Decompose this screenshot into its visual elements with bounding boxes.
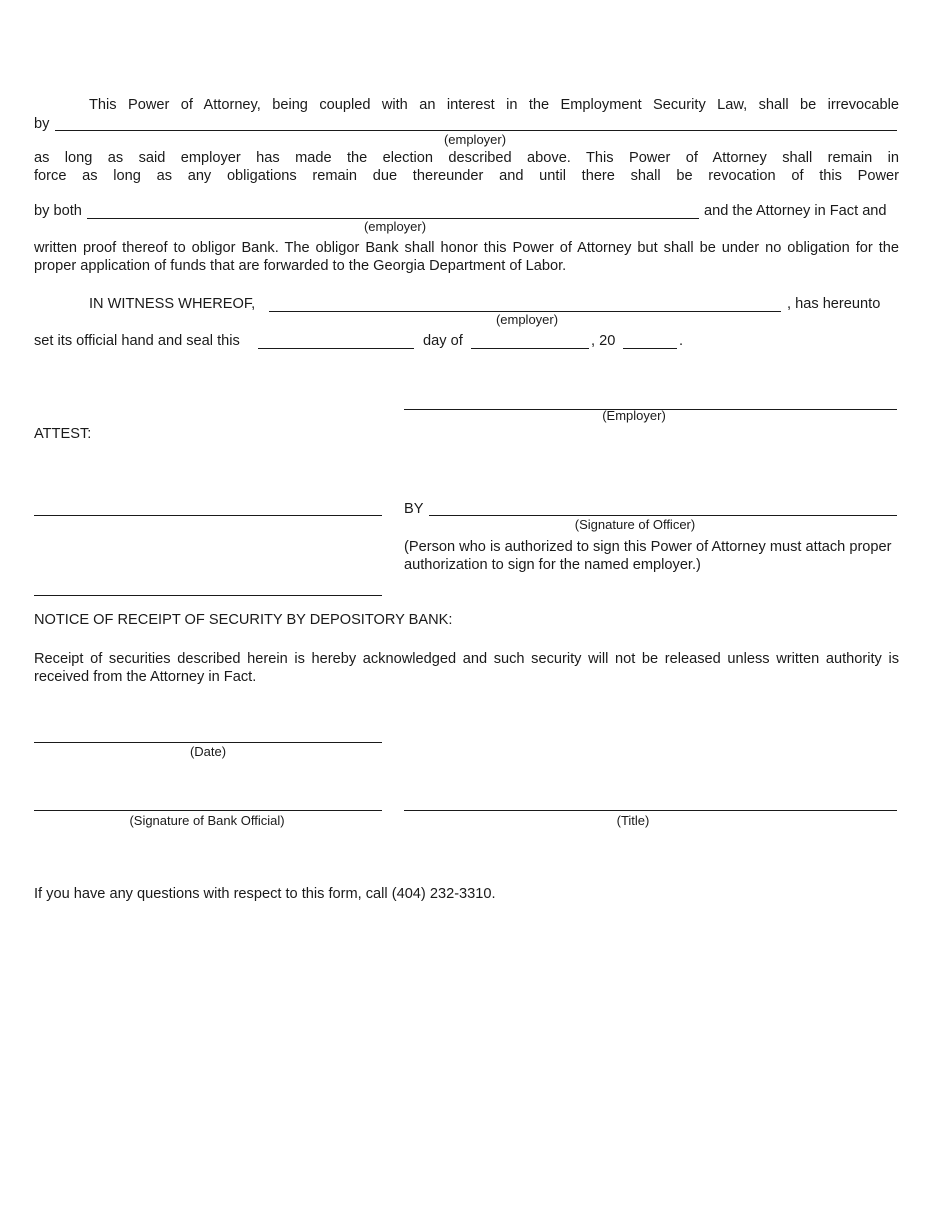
attest-second-line[interactable] — [34, 595, 382, 596]
title-caption: (Title) — [616, 813, 650, 828]
attest-signature-line[interactable] — [34, 515, 382, 516]
p2-employer-caption: (employer) — [363, 219, 427, 234]
seal-day-line[interactable] — [258, 348, 414, 349]
officer-signature-caption: (Signature of Officer) — [574, 517, 696, 532]
p1-first-line: This Power of Attorney, being coupled with an interest in the Employment Security Law, shall be irrevocable — [89, 97, 899, 113]
bank-official-signature-line[interactable] — [34, 810, 382, 811]
year-prefix: , 20 — [591, 333, 616, 349]
title-line[interactable] — [404, 810, 897, 811]
by-label: BY — [404, 501, 424, 517]
seal-period: . — [679, 333, 684, 349]
day-of-label: day of — [423, 333, 463, 349]
seal-month-line[interactable] — [471, 348, 589, 349]
witness-employer-caption: (employer) — [495, 312, 559, 327]
notice-body: Receipt of securities described herein is hereby acknowledged and such security will not be released unless written authority is received from the Attorney in Fact. — [34, 651, 899, 685]
p2-tail: and the Attorney in Fact and — [704, 203, 887, 219]
notice-heading: NOTICE OF RECEIPT OF SECURITY BY DEPOSITORY BANK: — [34, 612, 453, 628]
witness-tail: , has hereunto — [787, 296, 881, 312]
witness-lead: IN WITNESS WHEREOF, — [89, 296, 256, 312]
p1-employer-line[interactable] — [55, 130, 897, 131]
seal-text: set its official hand and seal this — [34, 333, 240, 349]
p1-line2: as long as said employer has made the election described above. This Power of Attorney shall remain in — [34, 150, 899, 166]
p2-body: written proof thereof to obligor Bank. The obligor Bank shall honor this Power of Attorney but shall be under no obligation for the proper application of funds that are forwarded to the Georgia Department of Labor. — [34, 240, 899, 274]
officer-note: (Person who is authorized to sign this Power of Attorney must attach proper authorization to sign for the named employer.) — [404, 539, 892, 573]
seal-year-line[interactable] — [623, 348, 677, 349]
attest-label: ATTEST: — [34, 426, 92, 442]
p2-by-both-label: by both — [34, 203, 82, 219]
bank-official-caption: (Signature of Bank Official) — [129, 813, 285, 828]
p1-line3: force as long as any obligations remain due thereunder and until there shall be revocation of this Power — [34, 168, 899, 184]
date-line[interactable] — [34, 742, 382, 743]
officer-signature-line[interactable] — [429, 515, 897, 516]
p1-employer-caption: (employer) — [443, 132, 507, 147]
employer-signature-caption: (Employer) — [602, 408, 666, 423]
date-caption: (Date) — [189, 744, 227, 759]
questions-footer: If you have any questions with respect to this form, call (404) 232-3310. — [34, 886, 496, 902]
p1-by-label: by — [34, 116, 50, 132]
